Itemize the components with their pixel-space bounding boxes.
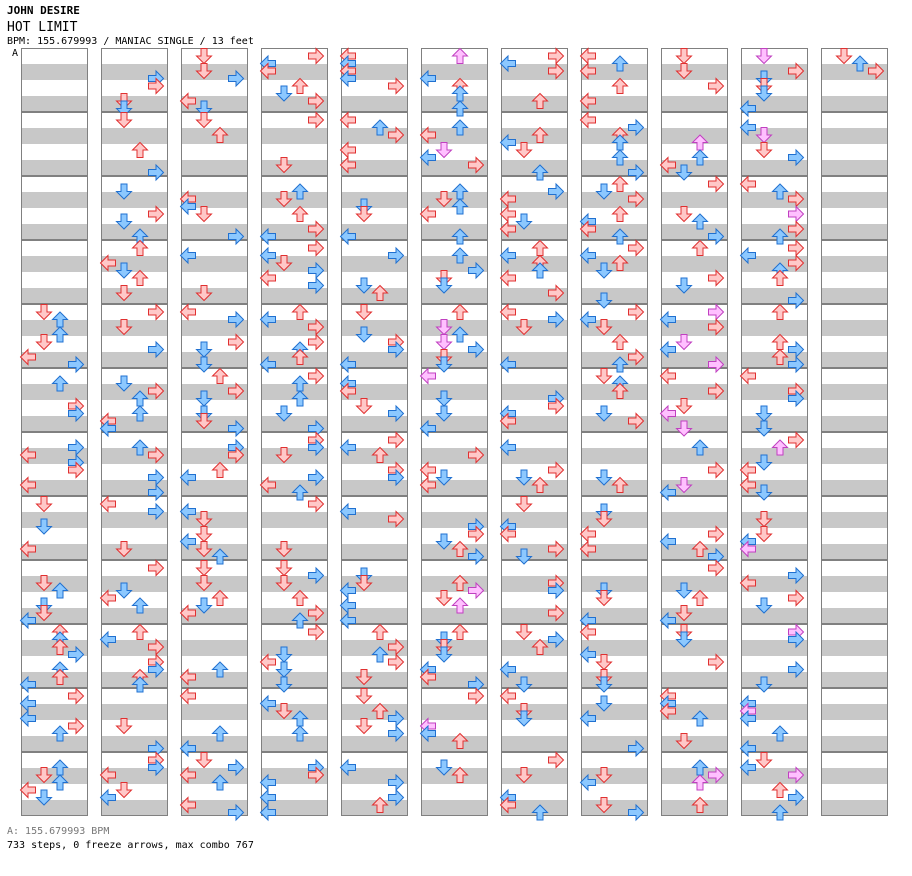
step-arrow-left — [741, 463, 756, 478]
step-arrow-up — [693, 241, 708, 256]
step-arrow-down — [757, 527, 772, 542]
step-arrow-left — [261, 655, 276, 670]
step-arrow-up — [613, 335, 628, 350]
step-arrow-up — [453, 625, 468, 640]
step-arrow-right — [309, 369, 324, 384]
step-arrow-left — [261, 271, 276, 286]
step-arrow-down — [597, 655, 612, 670]
step-arrow-up — [773, 783, 788, 798]
chart-info: BPM: 155.679993 / MANIAC SINGLE / 13 feet — [7, 36, 254, 47]
step-arrow-up — [773, 305, 788, 320]
step-arrow-down — [117, 719, 132, 734]
chart-column — [581, 49, 649, 821]
step-arrow-left — [181, 689, 196, 704]
step-arrow-up — [773, 335, 788, 350]
step-arrow-right — [709, 79, 724, 94]
step-arrow-down — [197, 49, 212, 64]
chart-column — [661, 49, 729, 817]
step-arrow-right — [309, 625, 324, 640]
step-arrow-down — [357, 399, 372, 414]
step-arrow-right — [149, 561, 164, 576]
step-arrow-left — [501, 207, 516, 222]
step-arrow-left — [181, 305, 196, 320]
step-arrow-right — [149, 207, 164, 222]
step-arrow-left — [421, 369, 436, 384]
step-arrow-left — [501, 271, 516, 286]
step-arrow-left — [741, 177, 756, 192]
step-arrow-left — [741, 369, 756, 384]
step-arrow-right — [69, 689, 84, 704]
step-arrow-up — [773, 271, 788, 286]
step-arrow-right — [789, 241, 804, 256]
step-arrow-right — [789, 591, 804, 606]
step-arrow-up — [293, 207, 308, 222]
step-arrow-down — [757, 753, 772, 768]
step-stats: 733 steps, 0 freeze arrows, max combo 767 — [7, 840, 254, 851]
step-arrow-up — [293, 305, 308, 320]
step-arrow-right — [469, 689, 484, 704]
step-arrow-up — [133, 625, 148, 640]
step-arrow-left — [581, 113, 596, 128]
step-arrow-down — [437, 591, 452, 606]
step-arrow-right — [549, 463, 564, 478]
step-arrow-left — [581, 625, 596, 640]
step-arrow-up — [453, 305, 468, 320]
step-arrow-up — [293, 79, 308, 94]
chart-column — [341, 49, 409, 817]
step-arrow-down — [117, 783, 132, 798]
step-arrow-up — [213, 463, 228, 478]
step-arrow-right — [629, 305, 644, 320]
step-arrow-up — [373, 625, 388, 640]
step-arrow-down — [517, 625, 532, 640]
step-arrow-left — [101, 497, 116, 512]
step-arrow-down — [437, 335, 452, 350]
chart-column — [181, 49, 249, 821]
step-arrow-down — [37, 497, 52, 512]
chart-column — [741, 49, 809, 821]
step-arrow-right — [709, 463, 724, 478]
step-arrow-right — [309, 113, 324, 128]
step-arrow-up — [133, 271, 148, 286]
step-arrow-up — [613, 177, 628, 192]
chart-column — [21, 49, 89, 817]
step-arrow-down — [117, 113, 132, 128]
step-arrow-right — [709, 271, 724, 286]
step-arrow-left — [341, 143, 356, 158]
step-arrow-left — [581, 527, 596, 542]
step-arrow-right — [309, 335, 324, 350]
step-arrow-right — [309, 49, 324, 64]
step-arrow-right — [549, 49, 564, 64]
step-arrow-down — [197, 561, 212, 576]
step-arrow-down — [597, 369, 612, 384]
step-arrow-left — [21, 783, 36, 798]
step-arrow-down — [197, 753, 212, 768]
step-arrow-right — [709, 561, 724, 576]
step-arrow-down — [357, 719, 372, 734]
chart-column — [501, 49, 569, 821]
chart-column — [101, 49, 169, 817]
step-arrow-up — [693, 591, 708, 606]
step-arrow-down — [677, 399, 692, 414]
step-arrow-down — [677, 335, 692, 350]
chart-column — [261, 49, 329, 821]
step-arrow-up — [213, 369, 228, 384]
step-arrow-down — [197, 113, 212, 128]
step-arrow-left — [501, 689, 516, 704]
step-arrow-down — [757, 143, 772, 158]
step-arrow-right — [309, 241, 324, 256]
step-arrow-down — [37, 305, 52, 320]
step-arrow-right — [549, 753, 564, 768]
step-arrow-down — [197, 207, 212, 222]
step-arrow-down — [677, 49, 692, 64]
step-arrow-down — [277, 561, 292, 576]
step-arrow-down — [37, 335, 52, 350]
step-arrow-left — [581, 49, 596, 64]
step-arrow-left — [341, 113, 356, 128]
step-arrow-down — [357, 689, 372, 704]
step-arrow-up — [133, 143, 148, 158]
step-arrow-right — [389, 433, 404, 448]
step-arrow-left — [421, 207, 436, 222]
step-arrow-right — [309, 497, 324, 512]
bpm-footer: A: 155.679993 BPM — [7, 826, 110, 837]
step-arrow-up — [613, 207, 628, 222]
step-arrow-down — [437, 143, 452, 158]
step-arrow-right — [709, 305, 724, 320]
step-arrow-right — [389, 655, 404, 670]
step-arrow-down — [357, 305, 372, 320]
step-arrow-left — [501, 305, 516, 320]
step-arrow-right — [149, 305, 164, 320]
step-arrow-up — [133, 241, 148, 256]
step-arrow-down — [757, 49, 772, 64]
step-arrow-down — [197, 527, 212, 542]
step-arrow-down — [677, 207, 692, 222]
step-arrow-up — [533, 241, 548, 256]
step-arrow-right — [789, 207, 804, 222]
step-arrow-up — [213, 591, 228, 606]
song-artist: JOHN DESIRE — [7, 4, 80, 17]
step-arrow-right — [709, 527, 724, 542]
step-arrow-right — [389, 79, 404, 94]
step-arrow-right — [789, 433, 804, 448]
step-arrow-down — [837, 49, 852, 64]
bpm-section-marker: A — [12, 48, 19, 59]
step-arrow-left — [101, 591, 116, 606]
chart-column — [421, 49, 489, 817]
step-arrow-left — [421, 463, 436, 478]
step-arrow-down — [517, 143, 532, 158]
step-arrow-up — [293, 591, 308, 606]
song-title: HOT LIMIT — [7, 20, 78, 35]
step-arrow-right — [69, 719, 84, 734]
step-arrow-up — [453, 49, 468, 64]
step-arrow-right — [229, 335, 244, 350]
step-arrow-right — [629, 241, 644, 256]
step-arrow-left — [661, 369, 676, 384]
chart-column — [821, 49, 888, 817]
step-arrow-down — [517, 497, 532, 512]
step-arrow-up — [613, 79, 628, 94]
step-arrow-right — [709, 655, 724, 670]
step-arrow-right — [709, 177, 724, 192]
